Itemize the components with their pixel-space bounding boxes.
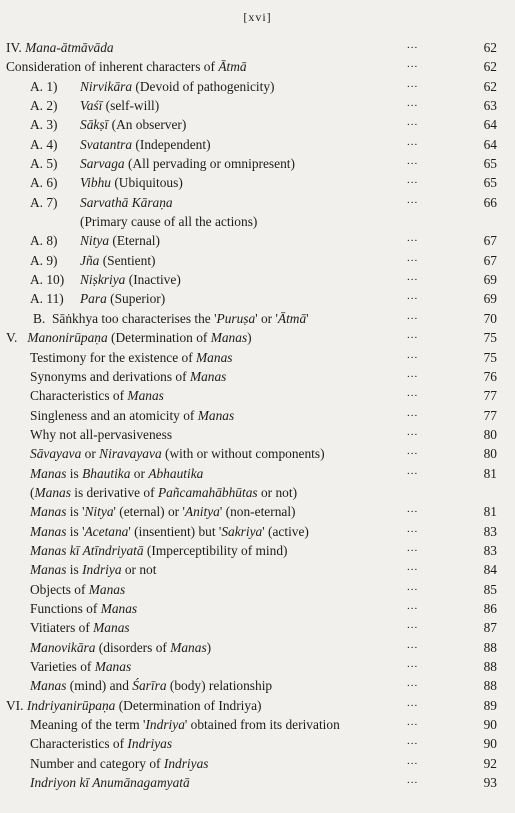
toc-entry	[0, 309, 515, 328]
toc-entry-label	[30, 773, 190, 792]
toc-entry	[0, 154, 515, 173]
toc-entry	[0, 464, 515, 483]
toc-entry	[0, 734, 515, 753]
toc-entry-title: Manas is 'Nitya' (eternal) or 'Anitya' (non-eternal)	[30, 504, 296, 520]
toc-entry-label	[30, 173, 183, 192]
toc-leader-dots: ...	[407, 271, 419, 284]
toc-entry	[0, 173, 515, 192]
toc-leader-dots: ...	[407, 658, 419, 670]
toc-page-number: 69	[483, 291, 497, 307]
toc-page-number: 64	[483, 136, 497, 152]
toc-entry-title: Functions of Manas	[30, 600, 138, 616]
toc-page-number: 64	[483, 117, 497, 133]
toc-entry-title: Characteristics of Manas	[30, 388, 164, 404]
toc-entry-label	[30, 348, 232, 367]
toc-page-number: 90	[483, 717, 497, 733]
toc-leader-dots: ...	[407, 367, 419, 380]
toc-page-number: 77	[483, 407, 497, 423]
toc-leader-dots: ...	[407, 541, 419, 554]
toc-entry-label	[6, 57, 247, 76]
toc-entry	[0, 96, 515, 115]
toc-entry	[0, 444, 515, 463]
toc-entry-label	[30, 444, 325, 463]
toc-entry	[0, 77, 515, 96]
toc-entry	[0, 676, 515, 695]
toc-leader-dots: ...	[407, 638, 419, 651]
toc-entry	[0, 522, 515, 541]
toc-leader-dots: ...	[407, 445, 419, 458]
toc-entry-label	[30, 135, 211, 154]
toc-entry-title: Vibhu (Ubiquitous)	[80, 175, 183, 191]
toc-page-number: 70	[483, 310, 497, 326]
toc-page-number: 69	[483, 272, 497, 288]
toc-entry-title: Synonyms and derivations of Manas	[30, 368, 227, 384]
toc-entry-code: A. 3)	[30, 117, 58, 133]
toc-leader-dots: ...	[407, 39, 419, 51]
toc-entry	[0, 483, 515, 502]
toc-entry-label	[6, 328, 252, 347]
toc-page-number: 65	[483, 156, 497, 172]
toc-entry	[0, 115, 515, 134]
toc-entry-label	[30, 77, 275, 96]
toc-entry-label	[30, 502, 296, 521]
toc-leader-dots: ...	[407, 735, 419, 748]
toc-leader-dots: ...	[407, 155, 419, 168]
toc-entry	[0, 193, 515, 212]
toc-entry	[0, 599, 515, 618]
toc-entry-code: A. 11)	[30, 291, 64, 307]
toc-entry-label	[30, 676, 272, 695]
toc-page-number: 83	[483, 523, 497, 539]
toc-page-number: 90	[483, 736, 497, 752]
toc-entry	[0, 348, 515, 367]
toc-entry	[0, 289, 515, 308]
toc-entry	[0, 212, 515, 231]
toc-page-number: 87	[483, 620, 497, 636]
toc-page-number: 81	[483, 504, 497, 520]
toc-entry-label	[30, 96, 159, 115]
toc-entry-title: Nirvikāra (Devoid of pathogenicity)	[80, 78, 275, 94]
toc-entry-label	[30, 154, 295, 173]
toc-leader-dots: ...	[407, 677, 419, 690]
toc-leader-dots: ...	[407, 174, 419, 187]
toc-leader-dots: ...	[407, 406, 419, 419]
toc-entry-title: Objects of Manas	[30, 581, 126, 597]
toc-leader-dots: ...	[407, 135, 419, 148]
toc-page-number: 62	[483, 59, 497, 75]
toc-leader-dots: ...	[407, 619, 419, 632]
table-of-contents	[0, 38, 515, 792]
toc-leader-dots: ...	[407, 696, 419, 709]
toc-page-number: 81	[483, 465, 497, 481]
toc-entry-label	[30, 386, 164, 405]
toc-page-number: 88	[483, 659, 497, 674]
toc-page-number: 83	[483, 542, 497, 558]
toc-entry-label	[30, 638, 211, 657]
toc-entry	[0, 270, 515, 289]
page-number: [xvi]	[243, 10, 272, 24]
toc-page-number: 65	[483, 175, 497, 191]
toc-entry-label	[30, 367, 226, 386]
toc-leader-dots: ...	[407, 329, 419, 342]
toc-leader-dots: ...	[407, 774, 419, 787]
toc-page-number: 62	[483, 78, 497, 94]
toc-entry-title: Jña (Sentient)	[80, 252, 156, 268]
toc-page-number: 75	[483, 330, 497, 346]
toc-entry	[0, 135, 515, 154]
toc-entry-title: Manas is 'Acetana' (insentient) but 'Sakriya' (active)	[30, 523, 309, 539]
toc-leader-dots: ...	[407, 193, 419, 206]
toc-page-number: 67	[483, 252, 497, 268]
toc-leader-dots: ...	[407, 97, 419, 110]
toc-leader-dots: ...	[407, 251, 419, 264]
toc-page-number: 63	[483, 98, 497, 114]
toc-entry	[0, 251, 515, 270]
toc-entry-label	[30, 289, 165, 308]
toc-leader-dots: ...	[407, 580, 419, 593]
toc-leader-dots: ...	[407, 309, 419, 322]
toc-entry-title: Singleness and an atomicity of Manas	[30, 407, 235, 423]
toc-entry-label	[30, 541, 288, 560]
toc-entry-label	[30, 251, 156, 270]
toc-page-number: 75	[483, 349, 497, 365]
toc-entry-title: Manas is Bhautika or Abhautika	[30, 465, 204, 481]
toc-entry-title: Consideration of inherent characters of Ātmā	[6, 59, 247, 75]
toc-leader-dots: ...	[407, 58, 419, 71]
toc-leader-dots: ...	[407, 232, 419, 245]
toc-entry-title: Characteristics of Indriyas	[30, 736, 173, 752]
toc-entry	[0, 715, 515, 734]
toc-entry-title: Manas kī Atīndriyatā (Imperceptibility of mind)	[30, 542, 288, 558]
toc-entry-title: Vaśī (self-will)	[80, 98, 160, 114]
toc-entry-title: Sarvathā Kāraṇa	[80, 194, 173, 210]
toc-entry-title: Why not all-pervasiveness	[30, 426, 173, 442]
toc-leader-dots: ...	[407, 561, 419, 574]
toc-page-number: 88	[483, 678, 497, 694]
toc-entry-code: A. 2)	[30, 98, 58, 114]
toc-entry	[0, 386, 515, 405]
toc-entry-title: Sākṣī (An observer)	[80, 117, 187, 133]
toc-entry-title: Niṣkriya (Inactive)	[80, 272, 181, 288]
toc-entry-code: A. 8)	[30, 233, 58, 249]
toc-entry-title: Vitiaters of Manas	[30, 620, 130, 636]
toc-entry-code: A. 6)	[30, 175, 58, 191]
toc-page-number: 85	[483, 581, 497, 597]
toc-entry-label	[30, 754, 209, 773]
toc-entry-title: Para (Superior)	[80, 291, 166, 307]
toc-page-number: 88	[483, 639, 497, 655]
toc-entry-label	[80, 212, 257, 231]
toc-entry-label	[30, 464, 203, 483]
toc-entry-title: Manovikāra (disorders of Manas)	[30, 639, 212, 655]
toc-entry-title: V. Manonirūpaṇa (Determination of Manas)	[6, 330, 252, 346]
toc-leader-dots: ...	[407, 716, 419, 729]
toc-page-number: 92	[483, 755, 497, 771]
toc-entry-label	[30, 734, 172, 753]
toc-entry-title: Number and category of Indriyas	[30, 755, 209, 771]
toc-entry-label	[30, 618, 130, 637]
toc-entry	[0, 541, 515, 560]
toc-leader-dots: ...	[407, 116, 419, 129]
toc-entry	[0, 406, 515, 425]
toc-entry-title: Testimony for the existence of Manas	[30, 349, 233, 365]
toc-entry-label	[6, 38, 114, 57]
toc-entry-title: Nitya (Eternal)	[80, 233, 160, 249]
toc-entry-title: (Primary cause of all the actions)	[80, 214, 258, 230]
toc-entry-label	[30, 115, 186, 134]
toc-entry	[0, 696, 515, 715]
toc-leader-dots: ...	[407, 387, 419, 400]
toc-leader-dots: ...	[407, 754, 419, 767]
toc-entry-code: A. 9)	[30, 252, 58, 268]
toc-entry-label	[30, 715, 340, 734]
toc-entry-title: Manas is Indriya or not	[30, 562, 157, 578]
toc-entry-label	[30, 406, 234, 425]
toc-page-number: 80	[483, 426, 497, 442]
toc-page-number: 86	[483, 600, 497, 616]
toc-entry-title: Sāvayava or Niravayava (with or without components)	[30, 446, 325, 462]
toc-entry	[0, 754, 515, 773]
toc-entry-title: Manas (mind) and Śarīra (body) relationship	[30, 678, 273, 694]
toc-entry-code: A. 5)	[30, 156, 58, 172]
toc-entry-title: Sarvaga (All pervading or omnipresent)	[80, 156, 295, 172]
toc-entry-title: Varieties of Manas	[30, 659, 132, 674]
toc-entry-label	[30, 231, 160, 250]
toc-leader-dots: ...	[407, 348, 419, 361]
toc-leader-dots: ...	[407, 522, 419, 535]
toc-entry-label	[30, 599, 137, 618]
toc-leader-dots: ...	[407, 290, 419, 303]
toc-entry	[0, 367, 515, 386]
toc-page-number: 66	[483, 194, 497, 210]
toc-entry	[0, 638, 515, 657]
toc-entry	[0, 425, 515, 444]
toc-entry-label	[30, 657, 131, 676]
toc-leader-dots: ...	[407, 599, 419, 612]
toc-entry-title: (Manas is derivative of Pañcamahābhūtas or not)	[30, 484, 298, 500]
toc-entry	[0, 773, 515, 792]
toc-page-number: 89	[483, 697, 497, 713]
toc-entry-code: A. 7)	[30, 194, 58, 210]
toc-entry-label	[30, 193, 173, 212]
toc-entry-title: VI. Indriyanirūpaṇa (Determination of Indriya)	[6, 697, 262, 713]
toc-page-number: 67	[483, 233, 497, 249]
toc-page-number: 62	[483, 40, 497, 55]
toc-entry-code: A. 1)	[30, 78, 58, 94]
toc-page-number: 93	[483, 775, 497, 791]
toc-leader-dots: ...	[407, 464, 419, 477]
toc-entry-label	[30, 483, 297, 502]
toc-entry-title: Svatantra (Independent)	[80, 136, 211, 152]
toc-entry-title: Meaning of the term 'Indriya' obtained from its derivation	[30, 717, 340, 733]
toc-entry-label	[30, 270, 181, 289]
toc-entry-label	[30, 522, 309, 541]
toc-entry-title: IV. Mana-ātmāvāda	[6, 40, 114, 55]
toc-entry-label	[33, 309, 309, 328]
toc-entry-code: A. 10)	[30, 272, 65, 288]
toc-entry	[0, 657, 515, 676]
toc-leader-dots: ...	[407, 503, 419, 516]
toc-entry	[0, 580, 515, 599]
toc-entry	[0, 38, 515, 57]
toc-page-number: 76	[483, 368, 497, 384]
toc-entry	[0, 231, 515, 250]
toc-entry-label	[6, 696, 262, 715]
toc-entry-title: Indriyon kī Anumānagamyatā	[30, 775, 190, 791]
toc-entry-label	[30, 425, 172, 444]
toc-entry	[0, 57, 515, 76]
toc-entry	[0, 328, 515, 347]
toc-entry-code: A. 4)	[30, 136, 58, 152]
toc-entry-label	[30, 560, 156, 579]
toc-entry-label	[30, 580, 125, 599]
toc-page-number: 77	[483, 388, 497, 404]
toc-page-number: 84	[483, 562, 497, 578]
toc-entry	[0, 560, 515, 579]
toc-entry-title: B. Sāṅkhya too characterises the 'Puruṣa' or 'Ātmā'	[33, 310, 309, 326]
toc-leader-dots: ...	[407, 77, 419, 90]
toc-entry	[0, 502, 515, 521]
toc-page-number: 80	[483, 446, 497, 462]
toc-entry	[0, 618, 515, 637]
toc-leader-dots: ...	[407, 425, 419, 438]
